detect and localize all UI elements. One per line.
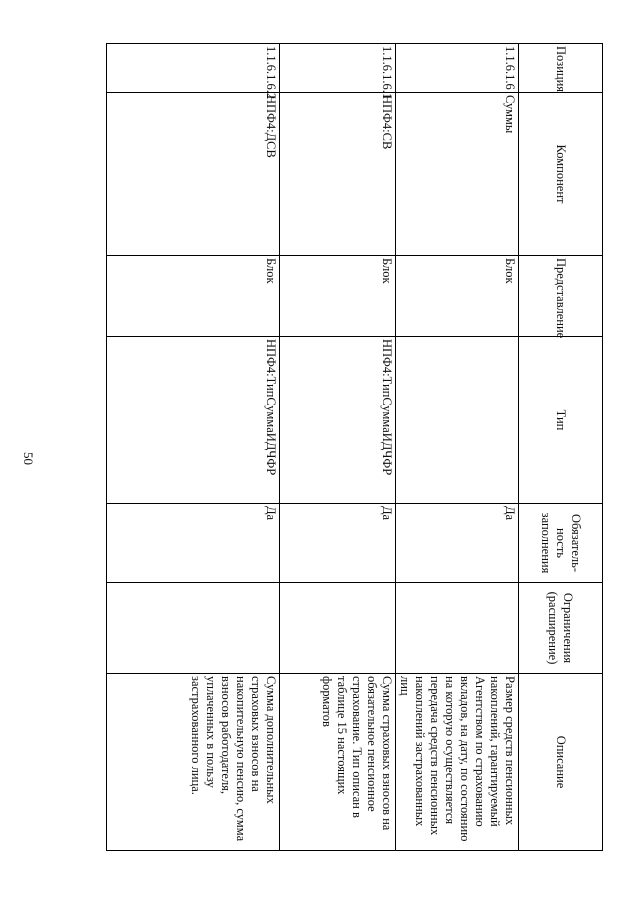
cell-required: Да [107,504,280,583]
cell-position: 1.1.6.1.6.2 [107,44,280,93]
cell-component: НПФ4:ДСВ [107,93,280,256]
header-component: Компонент [519,93,603,256]
header-restrictions: Ограничения (расширение) [519,583,603,674]
rotated-table-container [127,43,603,850]
table-row [280,44,396,851]
cell-type: НПФ4:ТипСуммаИДЧФР [107,337,280,504]
cell-description: Сумма страховых взносов на обязательное пенсионное страхование. Тип описан в таблице 15 настоящих форматов [280,674,396,851]
cell-position: 1.1.6.1.6 [396,44,519,93]
cell-component: НПФ4:СВ [280,93,396,256]
header-position: Позиция [519,44,603,93]
cell-component: Суммы [396,93,519,256]
cell-restrictions [280,583,396,674]
cell-representation: Блок [107,256,280,337]
table-row [107,44,280,851]
page-number: 50 [21,452,36,465]
cell-description: Сумма дополнительных страховых взносов на накопительную пенсию, сумма взносов работодателя, уплаченных в пользу застрахованного лица. [107,674,280,851]
header-type: Тип [519,337,603,504]
cell-position: 1.1.6.1.6.1 [280,44,396,93]
table-header-row [519,44,603,851]
cell-description: Размер средств пенсионных накоплений, гарантируемый Агентством по страхованию вкладов, на дату, по состоянию на которую осуществляется передача средств пенсионных накоплений застрахованных лиц [396,674,519,851]
header-representation: Представление [519,256,603,337]
table-row [396,44,519,851]
header-required: Обязатель-ность заполнения [519,504,603,583]
cell-type [396,337,519,504]
data-table [106,43,603,851]
cell-type: НПФ4:ТипСуммаИДЧФР [280,337,396,504]
header-description: Описание [519,674,603,851]
cell-representation: Блок [396,256,519,337]
cell-representation: Блок [280,256,396,337]
cell-restrictions [396,583,519,674]
cell-required: Да [280,504,396,583]
cell-restrictions [107,583,280,674]
cell-required: Да [396,504,519,583]
